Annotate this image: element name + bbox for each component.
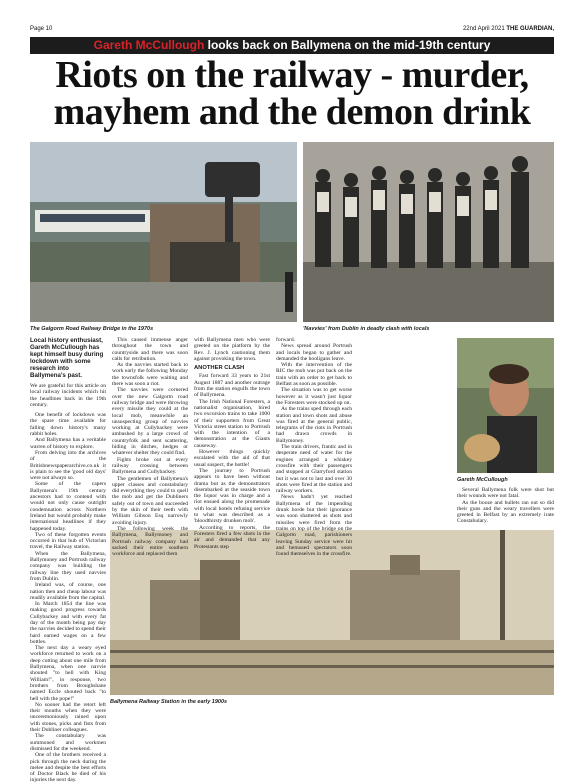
station-caption: Ballymena Railway Station in the early 1900s — [110, 699, 228, 705]
article-strap — [30, 37, 554, 54]
masthead-bar — [30, 26, 554, 36]
page-number: Page 10 — [30, 26, 53, 32]
article-headline: Riots on the railway - murder, mayhem and the demon drink — [53, 54, 531, 133]
article-column-4: forward. News spread around Portrush and locals began to gather and demanded the hooligans leave. With the intervention of the RIC the mob was put back on the train with an order to get back to Belfast as soon as possible. The situation was to get worse however as it wasn't just liquor the Foresters were stocked up on. As the trains sped through each station and town shots and abuse was fired at the general public, telegrams of the riots in Portrush had drawn crowds in Ballymoney. The train drivers, frantic and in desperate need of water for the engines arranged a whiskey crossfire with their passengers and stopped at Glarryford station but it was not to last and over 30 shots were fired at the station and railway workers. News hadn't yet reached Ballymena of the impending drunk horde but their ignorance was soon shattered as shots and missiles were fired from the trains on top of the bridge on the Galgorm road, parishioners leaving Sunday service were hit and bemused spectators soon found themselves in the crossfire. — [276, 337, 352, 558]
article-column-2: This caused immense anger throughout the town and countryside and there was soon calls for retribution. As the navvies started back to work early the following Monday the townsfolk were waiting and there was soon a riot. The navvies were cornered over the new Galgorm road railway bridge and were throwing every missile they could at the local mob, meanwhile an unsuspecting group of navvies working at Cullybackey were ambushed by a large crowd of countryfolk and sent scattering, hiding in ditches, hedges or whatever shelter they could find. Fights broke out at every railway crossing between Ballymena and Cullybackey. The gentlemen of Ballymena's upper classes and constabulary did everything they could to quell the mob and get the Dubliners safely out of town and succeeded by the skin of their teeth with William Gibson Esq narrowly avoiding injury. The following week the Ballymena, Ballymoney and Portrush railway company had sacked their entire southern workforce and replaced them — [112, 337, 188, 558]
subheading-another-clash: ANOTHER CLASH — [194, 365, 245, 372]
article-standfirst: Local history enthusiast, Gareth McCullough has kept himself busy during lockdown with some research into Ballymena's past. — [30, 337, 104, 379]
article-column-3: with Ballymena men who were greeted on the platform by the Rev. J. Lynch cautioning them against provoking the town. ANOTHER CLASH Fast forward 33 years to 21st August 1887 and another outrage from the station engulfs the town of Ballymena. The Irish National Foresters, a nationalist organisation, hired two excursion trains to take 1000 of their supporters from Great Victoria street station to Portrush with the intention of a demonstration at the Giants causeway. However things quickly escalated with the aid of that usual suspect, the bottle! The journey to Portrush appears to have been without drama but as the demonstrators disembarked at the seaside town the liquor was in charge and a riot ensued along the promenade with local hotels refusing service to what was described as a 'bloodthirsty drunken mob'. According to reports, the Foresters fired a few shots in the air and demanded that any Protestants step — [194, 337, 270, 550]
author-caption: Gareth McCullough — [457, 477, 508, 483]
issue-date: 22nd April 2021 THE GUARDIAN, — [462, 26, 554, 32]
bridge-caption: The Galgorm Road Railway Bridge in the 1970s — [30, 326, 154, 332]
author-photo — [457, 338, 554, 473]
navvies-caption: 'Navvies' from Dublin in deadly clash with locals — [303, 326, 430, 332]
article-column-1: Local history enthusiast, Gareth McCullough has kept himself busy during lockdown with some research into Ballymena's past. We are grateful for this article on local railway incidents which hit the headlines back in the 19th century. One benefit of lockdown was the spare time available for falling down history's many rabbit holes. And Ballymena has a veritable warren of history to explore. From delving into the archives of the Britishnewspaperarchive.co.uk it is plain to see the 'good old days' were not always so. Some of the capers Ballymena's 19th century ancestors had to contend with would not only cause outright condemnation across Northern Ireland but would probably make international headlines if they happened today. Two of these forgotten events occurred in that hub of Victorian travel, the Railway station. When the Ballymena, Ballymoney and Portrush railway company was building the railway line they used navvies from Dublin. Ireland was, of course, one nation then and cheap labour was readily available from the capital. In March 1854 the line was making good progress towards Cullybackey and with every fat day of the month being pay day the navvies decided to spend their hard earned wages on a few bottles. The next day a weary eyed workforce returned to work on a deep cutting about one mile from Ballymena, when one navvie shouted "to hell with King William!", in response, two brothers from Broughshane named Eccle shouted back "to hell with the pope!" No sooner had the retort left their mouths when they were unceremoniously rained upon with stones, picks and fists from their Dubliner colleagues. The constabulary was summoned and workmen dismissed for the weekend. One of the brothers received a pick through the neck during the melee and despite the best efforts of Doctor Black he died of his injuries the next day. — [30, 337, 106, 784]
article-column-5: Several Ballymena folk were shot but their wounds were not fatal. As the booze and bullets ran out so did their guns and the weary travellers were greeted in Belfast by an extremely irate Constabulary. — [457, 487, 554, 525]
strap-author: Gareth McCullough — [93, 38, 205, 52]
bridge-photo — [30, 142, 297, 322]
strap-text: looks back on Ballymena on the mid-19th century — [204, 38, 491, 52]
navvies-photo — [303, 142, 554, 322]
